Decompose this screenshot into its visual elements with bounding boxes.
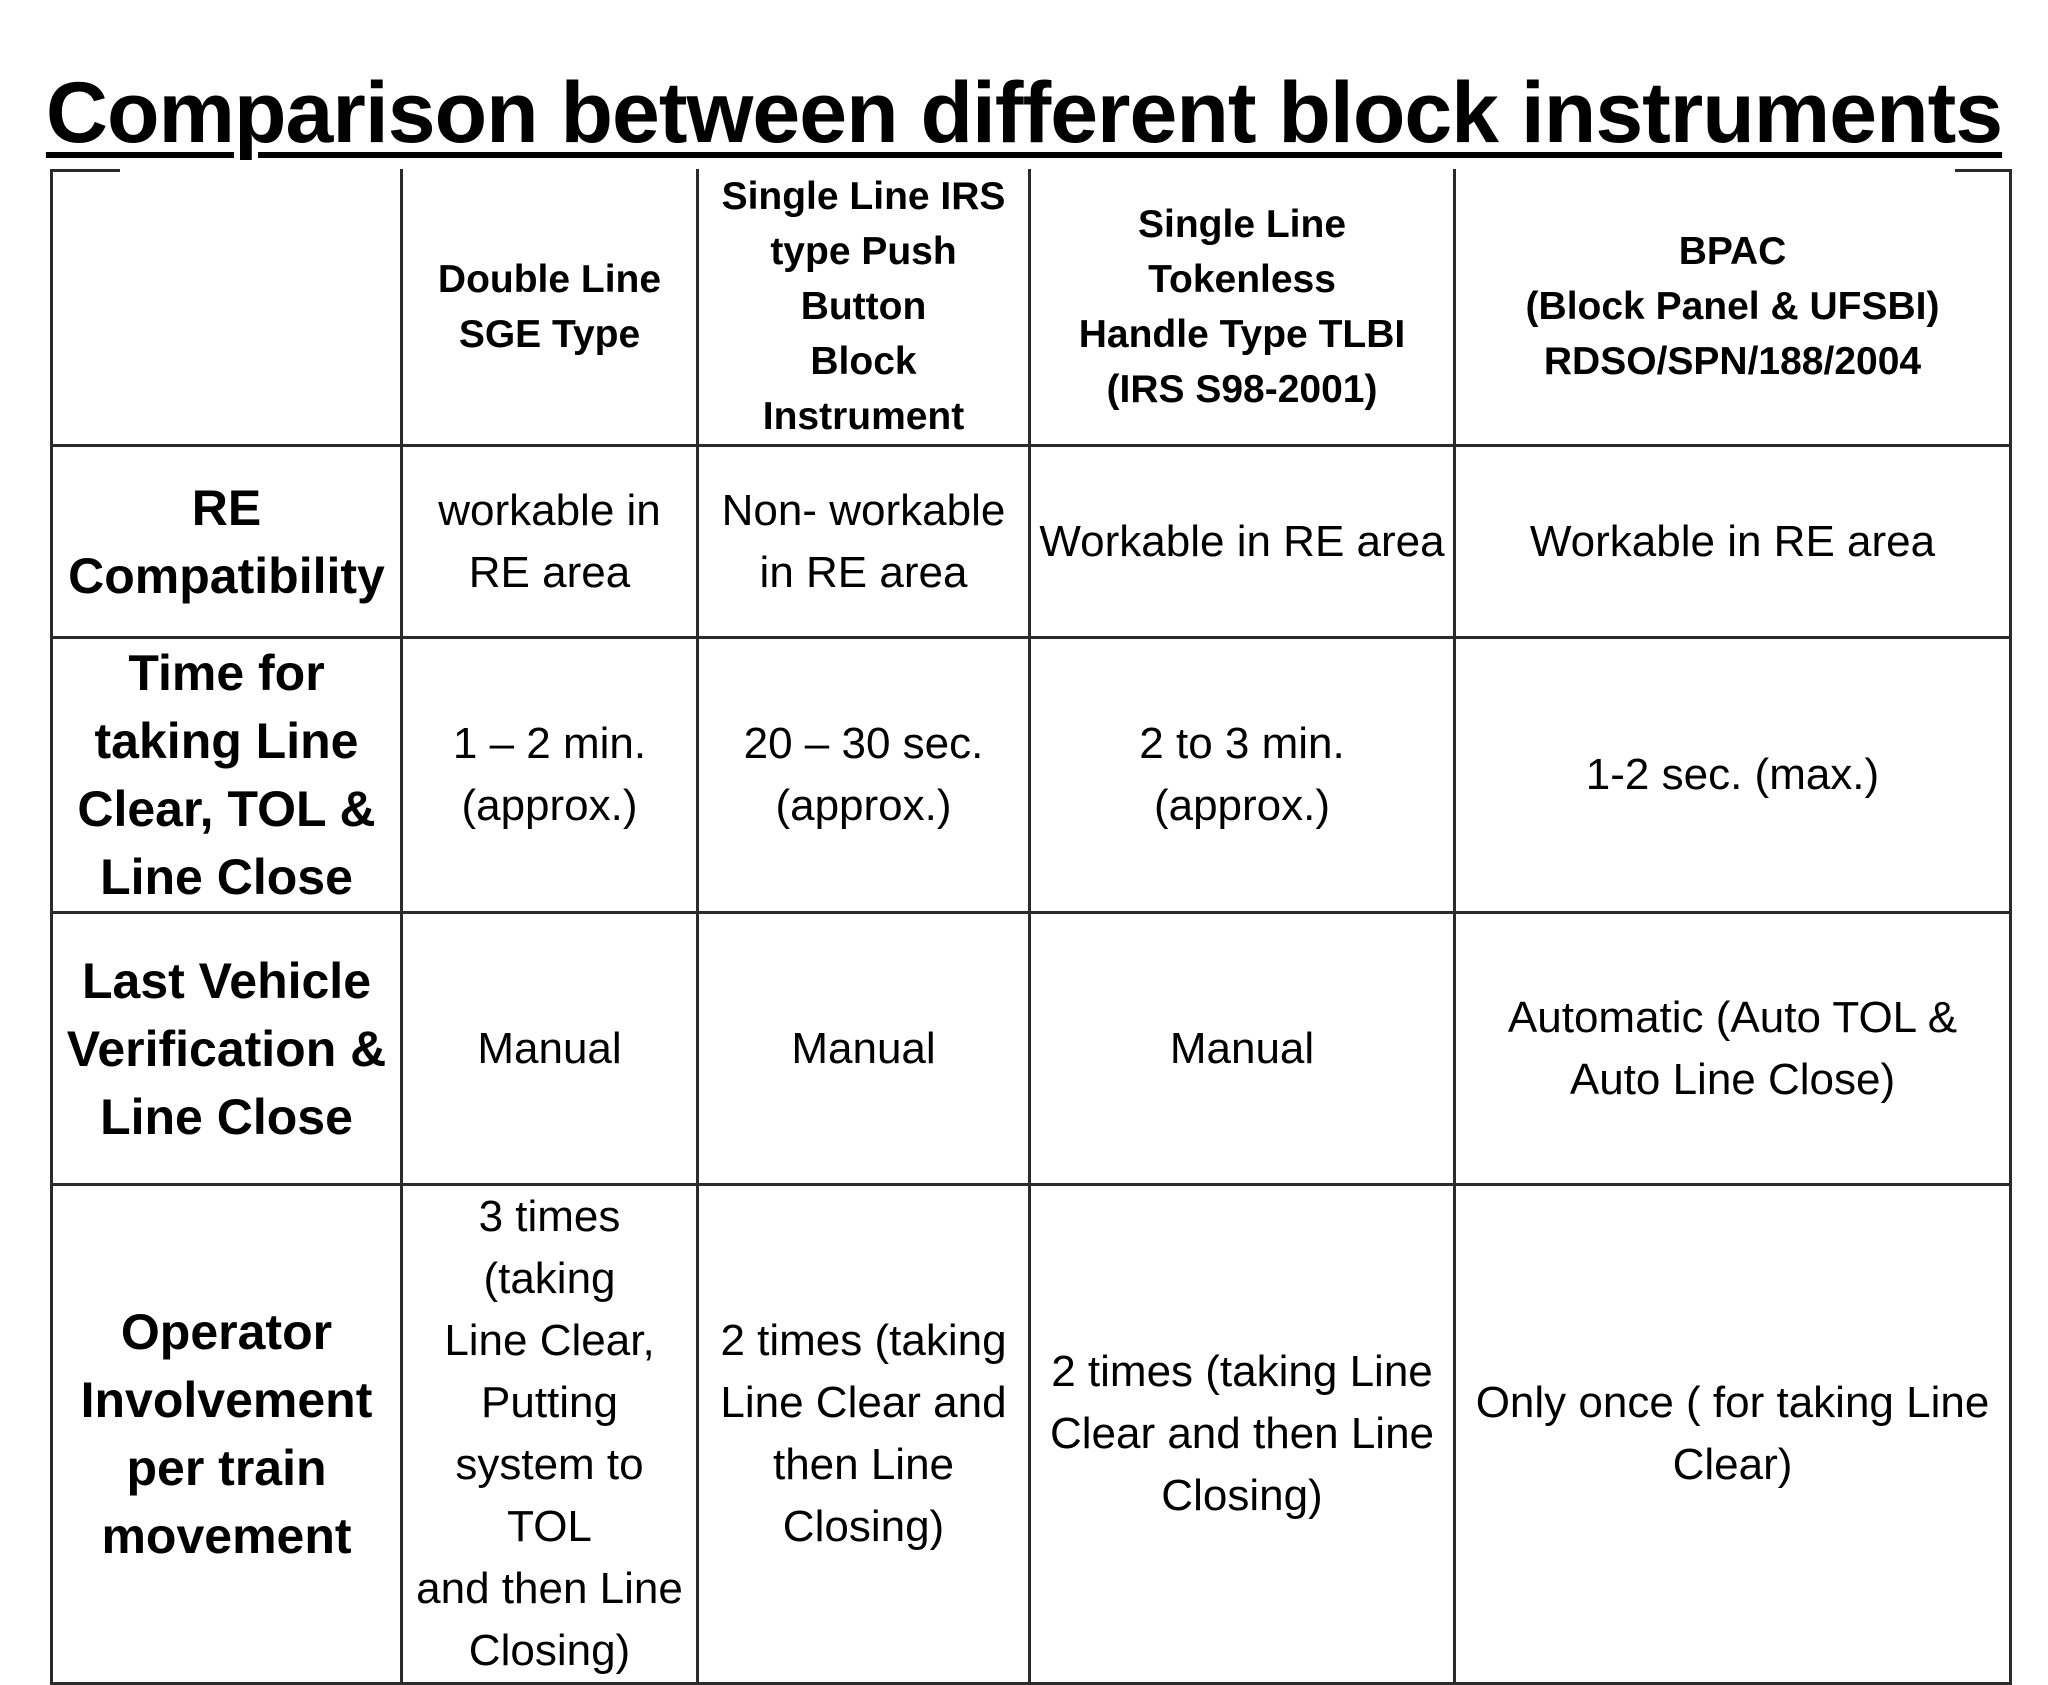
cell-operator-sge: 3 times (taking Line Clear, Putting system to TOL and then Line Closing) (402, 1185, 698, 1684)
cell-last-vehicle-sge: Manual (402, 913, 698, 1185)
cell-time-irs: 20 – 30 sec. (approx.) (698, 638, 1030, 913)
header-bpac: BPAC (Block Panel & UFSBI) RDSO/SPN/188/2004 (1455, 169, 2011, 446)
header-single-line-irs-push-button: Single Line IRS type Push Button Block Instrument (698, 169, 1030, 446)
cell-last-vehicle-tlbi: Manual (1030, 913, 1455, 1185)
comparison-table (50, 169, 2012, 1685)
cell-re-compatibility-irs: Non- workable in RE area (698, 446, 1030, 638)
row-label-operator-involvement: Operator Involvement per train movement (52, 1185, 402, 1684)
header-double-line-sge: Double Line SGE Type (402, 169, 698, 446)
table-row-re-compatibility (52, 446, 2011, 638)
cell-re-compatibility-sge: workable in RE area (402, 446, 698, 638)
table-row-operator-involvement (52, 1185, 2011, 1684)
row-label-last-vehicle: Last Vehicle Verification & Line Close (52, 913, 402, 1185)
cell-operator-irs: 2 times (taking Line Clear and then Line Closing) (698, 1185, 1030, 1684)
table-header-row (52, 169, 2011, 446)
row-label-time-line-clear: Time for taking Line Clear, TOL & Line Close (52, 638, 402, 913)
cell-re-compatibility-bpac: Workable in RE area (1455, 446, 2011, 638)
header-corner-cell (52, 169, 402, 446)
row-label-re-compatibility: RE Compatibility (52, 446, 402, 638)
page-title (0, 58, 2048, 168)
cell-last-vehicle-irs: Manual (698, 913, 1030, 1185)
header-single-line-tokenless-tlbi: Single Line Tokenless Handle Type TLBI (IRS S98-2001) (1030, 169, 1455, 446)
cell-time-tlbi: 2 to 3 min. (approx.) (1030, 638, 1455, 913)
table-row-last-vehicle (52, 913, 2011, 1185)
cell-time-sge: 1 – 2 min. (approx.) (402, 638, 698, 913)
page-title-text: Comparison between different block instruments (45, 65, 2003, 161)
cell-operator-tlbi: 2 times (taking Line Clear and then Line Closing) (1030, 1185, 1455, 1684)
cell-operator-bpac: Only once ( for taking Line Clear) (1455, 1185, 2011, 1684)
cell-last-vehicle-bpac: Automatic (Auto TOL & Auto Line Close) (1455, 913, 2011, 1185)
cell-time-bpac: 1-2 sec. (max.) (1455, 638, 2011, 913)
cell-re-compatibility-tlbi: Workable in RE area (1030, 446, 1455, 638)
table-row-time-line-clear (52, 638, 2011, 913)
